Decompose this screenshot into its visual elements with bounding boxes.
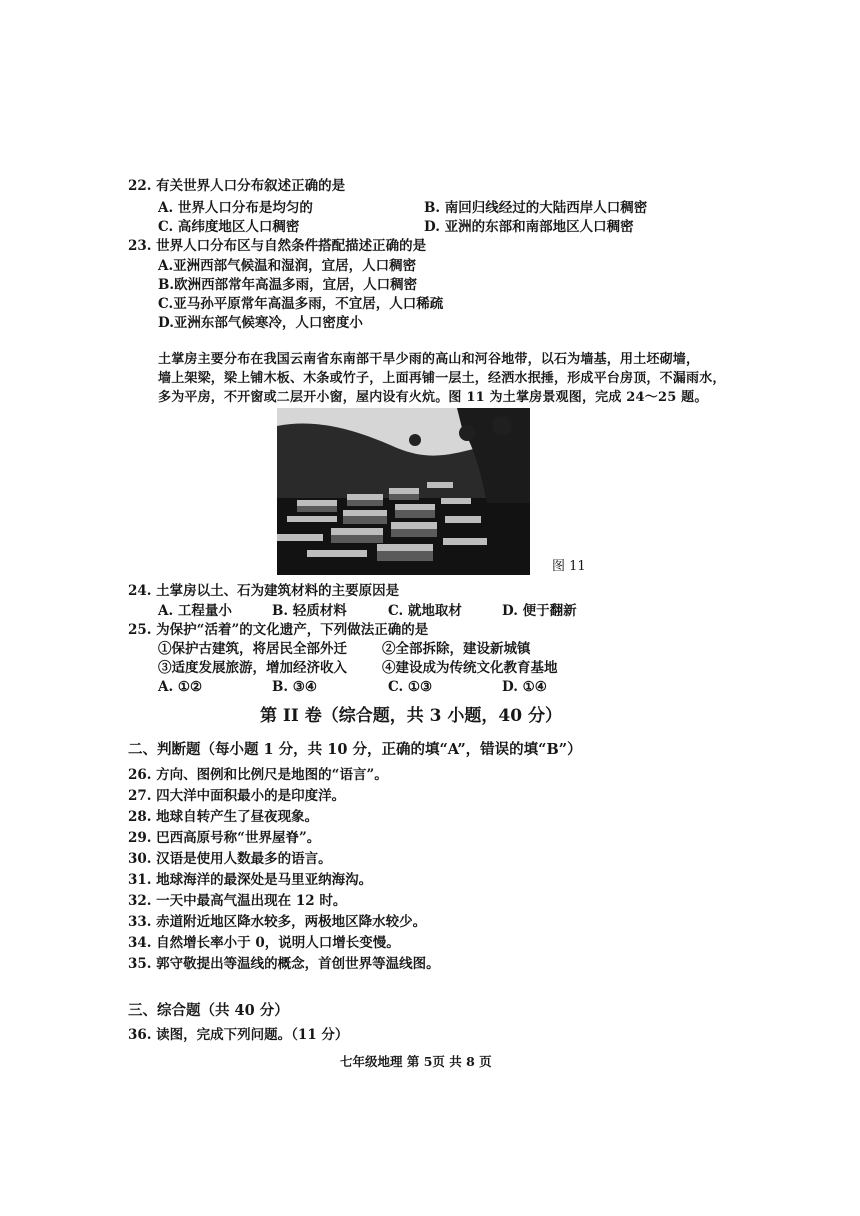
question-24-option-d: D. 便于翻新 xyxy=(502,603,577,619)
judgement-item-34: 34. 自然增长率小于 0，说明人口增长变慢。 xyxy=(128,935,400,951)
question-25-statement-1: ①保护古建筑，将居民全部外迁 xyxy=(158,641,347,657)
question-23-option-d: D.亚洲东部气候寒冷，人口密度小 xyxy=(158,315,363,331)
page-footer: 七年级地理 第 5页 共 8 页 xyxy=(340,1054,492,1069)
question-24-option-a: A. 工程量小 xyxy=(158,603,232,619)
judgement-item-27: 27. 四大洋中面积最小的是印度洋。 xyxy=(128,788,346,804)
judgement-item-35: 35. 郭守敬提出等温线的概念，首创世界等温线图。 xyxy=(128,956,440,972)
passage-line-2: 墙上架梁，梁上铺木板、木条或竹子，上面再铺一层土，经洒水抿捶，形成平台房顶，不漏雨水， xyxy=(158,371,726,386)
figure-11-photo xyxy=(277,408,530,575)
question-22-option-c: C. 高纬度地区人口稠密 xyxy=(158,219,300,235)
question-25-option-d: D. ①④ xyxy=(502,679,547,695)
question-23-option-a: A.亚洲西部气候温和湿润，宜居，人口稠密 xyxy=(158,258,417,274)
question-23-stem: 23. 世界人口分布区与自然条件搭配描述正确的是 xyxy=(128,238,427,254)
judgement-item-29: 29. 巴西高原号称“世界屋脊”。 xyxy=(128,830,321,846)
section-2-title: 第 II 卷（综合题，共 3 小题，40 分） xyxy=(260,706,562,726)
question-22-option-b: B. 南回归线经过的大陆西岸人口稠密 xyxy=(424,200,648,216)
question-23-option-c: C.亚马孙平原常年高温多雨，不宜居，人口稀疏 xyxy=(158,296,444,312)
question-25-statement-2: ②全部拆除，建设新城镇 xyxy=(382,641,531,657)
question-25-statement-3: ③适度发展旅游，增加经济收入 xyxy=(158,660,347,676)
judgement-item-31: 31. 地球海洋的最深处是马里亚纳海沟。 xyxy=(128,872,373,888)
judgement-item-32: 32. 一天中最高气温出现在 12 时。 xyxy=(128,893,347,909)
question-25-statement-4: ④建设成为传统文化教育基地 xyxy=(382,660,558,676)
question-25-option-c: C. ①③ xyxy=(388,679,433,695)
passage-line-1: 土掌房主要分布在我国云南省东南部干旱少雨的高山和河谷地带，以石为墙基，用土坯砌墙， xyxy=(158,352,700,367)
question-22-option-d: D. 亚洲的东部和南部地区人口稠密 xyxy=(424,219,634,235)
question-25-option-b: B. ③④ xyxy=(272,679,318,695)
judgement-item-28: 28. 地球自转产生了昼夜现象。 xyxy=(128,809,319,825)
question-24-option-b: B. 轻质材料 xyxy=(272,603,347,619)
question-25-option-a: A. ①② xyxy=(158,679,203,695)
question-22-option-a: A. 世界人口分布是均匀的 xyxy=(158,200,313,216)
question-24-stem: 24. 土掌房以土、石为建筑材料的主要原因是 xyxy=(128,583,400,599)
judgement-item-30: 30. 汉语是使用人数最多的语言。 xyxy=(128,851,332,867)
question-36-stem: 36. 读图，完成下列问题。（11 分） xyxy=(128,1027,349,1043)
comprehensive-section-title: 三、综合题（共 40 分） xyxy=(128,1002,289,1019)
figure-11-label: 图 11 xyxy=(552,559,586,574)
question-25-stem: 25. 为保护“活着”的文化遗产，下列做法正确的是 xyxy=(128,622,429,638)
judgement-item-33: 33. 赤道附近地区降水较多，两极地区降水较少。 xyxy=(128,914,427,930)
judgement-item-26: 26. 方向、图例和比例尺是地图的“语言”。 xyxy=(128,767,388,783)
judgement-section-title: 二、判断题（每小题 1 分，共 10 分，正确的填“A”，错误的填“B”） xyxy=(128,741,582,758)
question-23-option-b: B.欧洲西部常年高温多雨，宜居，人口稠密 xyxy=(158,277,418,293)
passage-line-3: 多为平房，不开窗或二层开小窗，屋内设有火炕。图 11 为土掌房景观图，完成 24～25 题。 xyxy=(158,390,708,405)
question-22-stem: 22. 有关世界人口分布叙述正确的是 xyxy=(128,178,346,194)
question-24-option-c: C. 就地取材 xyxy=(388,603,462,619)
